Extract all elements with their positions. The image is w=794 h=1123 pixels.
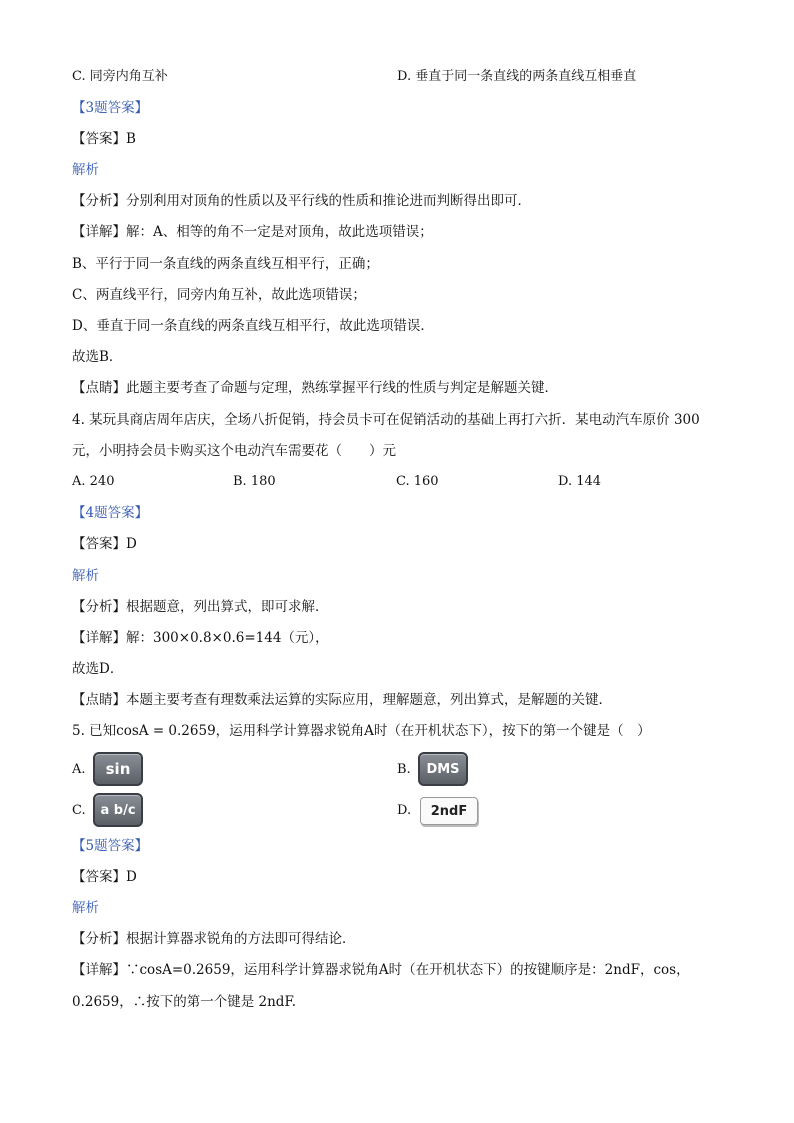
q3-option-c: C. 同旁内角互补: [72, 69, 168, 84]
q3-answer: 【答案】B: [72, 131, 136, 147]
sin-key-label: sin: [105, 760, 131, 778]
q5-answer-header: 【5题答案】: [72, 838, 149, 854]
q5-answer: 【答案】D: [72, 869, 137, 885]
sin-key-image: [93, 752, 143, 786]
dms-key-label: DMS: [426, 761, 460, 777]
q5-option-d-letter: D.: [397, 803, 412, 818]
q3-answer-header: 【3题答案】: [72, 100, 149, 116]
q3-comment: 【点睛】此题主要考查了命题与定理，熟练掌握平行线的性质与判定是解题关键．: [72, 380, 558, 396]
q5-option-a-letter: A.: [72, 762, 86, 777]
q3-detail-2: B、平行于同一条直线的两条直线互相平行，正确；: [72, 256, 379, 272]
q4-option-d: D. 144: [558, 474, 602, 489]
q4-detail: 【详解】解：300×0.8×0.6=144（元），: [72, 630, 329, 646]
q3-detail-3: C、两直线平行，同旁内角互补，故此选项错误；: [72, 287, 366, 303]
q3-choose: 故选B．: [72, 349, 123, 365]
q5-detail-2: 0.2659，∴按下的第一个键是 2ndF.: [72, 994, 297, 1010]
q4-option-b: B. 180: [233, 474, 276, 489]
q4-option-a: A. 240: [72, 474, 115, 489]
q3-option-d: D. 垂直于同一条直线的两条直线互相垂直: [397, 69, 637, 84]
q5-stem: 5. 已知cosA = 0.2659，运用科学计算器求锐角A时（在开机状态下），按下的第一个键是（ ）: [72, 723, 651, 739]
2ndf-key-label: 2ndF: [430, 803, 468, 819]
fraction-key-label: a b/c: [100, 802, 136, 818]
q5-analysis-label: 解析: [72, 900, 99, 916]
q5-analysis: 【分析】根据计算器求锐角的方法即可得结论．: [72, 931, 356, 947]
q4-answer-header: 【4题答案】: [72, 505, 149, 521]
fraction-key-image: [93, 793, 143, 827]
dms-key-image: [418, 752, 468, 786]
q4-choose: 故选D．: [72, 661, 124, 677]
q3-detail-4: D、垂直于同一条直线的两条直线互相平行，故此选项错误．: [72, 318, 434, 334]
q4-stem-line-2: 元，小明持会员卡购买这个电动汽车需要花（ ）元: [72, 443, 396, 459]
q4-stem-line-1: 4. 某玩具商店周年店庆，全场八折促销，持会员卡可在促销活动的基础上再打六折．某电动汽车原价 300: [72, 412, 700, 428]
q5-detail-1: 【详解】∵cosA=0.2659，运用科学计算器求锐角A时（在开机状态下）的按键顺序是：2ndF，cos，: [72, 962, 690, 978]
q5-option-c-letter: C.: [72, 803, 86, 818]
q4-comment: 【点睛】本题主要考查有理数乘法运算的实际应用，理解题意，列出算式，是解题的关键．: [72, 692, 612, 708]
q4-answer: 【答案】D: [72, 536, 137, 552]
q3-analysis: 【分析】分别利用对顶角的性质以及平行线的性质和推论进而判断得出即可．: [72, 193, 531, 209]
q5-option-b-letter: B.: [397, 762, 411, 777]
q3-analysis-label: 解析: [72, 162, 99, 178]
q4-analysis-label: 解析: [72, 568, 99, 584]
q4-option-c: C. 160: [396, 474, 439, 489]
2ndf-key-image: [420, 797, 478, 825]
q4-analysis: 【分析】根据题意，列出算式，即可求解．: [72, 599, 329, 615]
q3-detail-1: 【详解】解：A、相等的角不一定是对顶角，故此选项错误；: [72, 224, 433, 240]
